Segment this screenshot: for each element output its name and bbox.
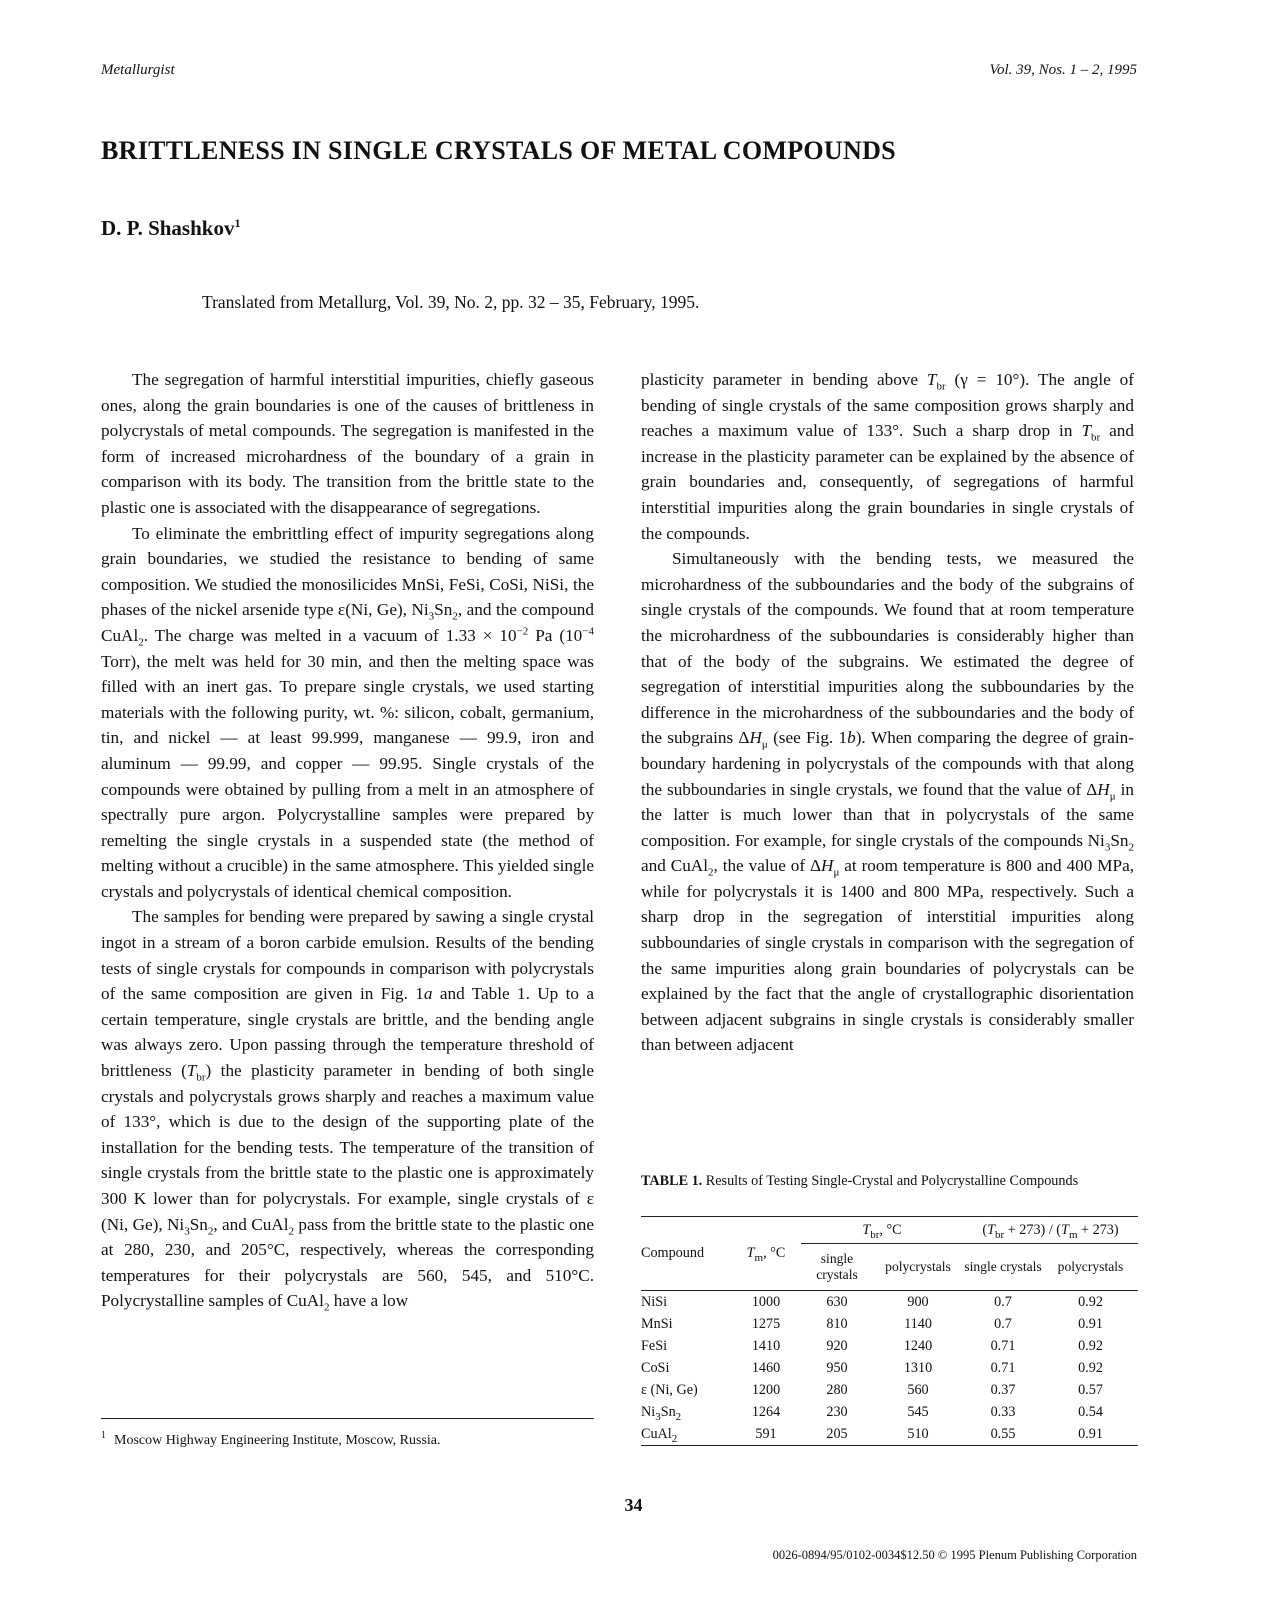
cell-tbr-poly: 560 — [907, 1381, 929, 1398]
table-row — [641, 1423, 1138, 1446]
table-caption-label: TABLE 1. — [641, 1173, 703, 1189]
cell-tbr-poly: 1140 — [904, 1315, 932, 1332]
cell-tbr-poly: 510 — [907, 1425, 929, 1442]
footnote-text: Moscow Highway Engineering Institute, Moscow, Russia. — [114, 1433, 441, 1448]
header-ratio-poly: polycrystals — [1057, 1259, 1124, 1274]
footnote-divider — [101, 1418, 594, 1419]
cell-tm: 1000 — [751, 1293, 781, 1310]
header-tbr-group: $T_{br}$, °C — [801, 1217, 963, 1244]
cell-ratio-poly: 0.92 — [1078, 1359, 1103, 1376]
body-column-left — [101, 367, 594, 1314]
cell-compound: FeSi — [641, 1337, 668, 1354]
cell-ratio-poly: 0.92 — [1078, 1337, 1103, 1354]
cell-ratio-single: 0.71 — [990, 1337, 1016, 1354]
cell-tm: 1275 — [751, 1315, 781, 1332]
cell-compound: NiSi — [641, 1293, 668, 1310]
volume-info: Vol. 39, Nos. 1 – 2, 1995 — [989, 62, 1137, 78]
cell-tbr-single: 810 — [826, 1315, 848, 1332]
cell-ratio-poly: 0.57 — [1078, 1381, 1103, 1398]
cell-ratio-single: 0.33 — [990, 1403, 1016, 1420]
header-compound: Compound — [641, 1217, 731, 1291]
cell-ratio-single: 0.55 — [990, 1425, 1016, 1442]
results-table — [641, 1216, 1138, 1446]
header-tbr-unit: , °C — [879, 1221, 902, 1238]
body-paragraph: The segregation of harmful interstitial impurities, chiefly gaseous ones, along the grain boundaries is one of the causes of brittleness in polycrystals of metal compounds. The segregation is manifested in the form of increased microhardness of the boundary of a grain in comparison with its body. The transition from the brittle state to the plastic one is associated with the disappearance of segregations. — [101, 370, 594, 517]
body-paragraph: To eliminate the embrittling effect of impurity segregations along grain boundaries, we studied the resistance to bending of same composition. We studied the monosilicides MnSi, FeSi, CoSi, NiSi, the phases of the nickel arsenide type ε(Ni, Ge), $Ni_3Sn_2$, and the compound CuAl$_2$. The charge was melted in a vacuum of $1.33 \times 10^{-2}$ Pa ($10^{-4}$ Torr), the melt was held for 30 min, and then the melting space was filled with an inert gas. To prepare single crystals, we used starting materials with the following purity, wt. %: silicon, cobalt, germanium, tin, and nickel — at least 99.999, manganese — 99.9, iron and aluminum — 99.99, and copper — 99.95. Single crystals of the compounds were obtained by pulling from a melt in an atmosphere of spectrally pure argon. Polycrystalline samples were prepared by remelting the single crystals in a suspended state (the method of melting without a crucible) in the same atmosphere. This yielded single crystals and polycrystals of identical chemical composition. — [101, 523, 594, 901]
cell-tm: 1264 — [751, 1403, 781, 1420]
cell-compound: ε (Ni, Ge) — [641, 1381, 698, 1398]
body-column-right — [641, 367, 1134, 1124]
cell-tbr-poly: 545 — [907, 1403, 929, 1420]
cell-ratio-single: 0.7 — [994, 1315, 1012, 1332]
article-title: BRITTLENESS IN SINGLE CRYSTALS OF METAL COMPOUNDS — [101, 136, 896, 165]
cell-ratio-poly: 0.54 — [1078, 1403, 1103, 1420]
cell-ratio-poly: 0.91 — [1078, 1425, 1103, 1442]
cell-ratio-single: 0.37 — [990, 1381, 1016, 1398]
table-row — [641, 1291, 1138, 1314]
cell-tbr-single: 230 — [826, 1403, 848, 1420]
cell-tm: 1460 — [751, 1359, 781, 1376]
cell-tbr-single: 205 — [826, 1425, 848, 1442]
cell-ratio-single: 0.71 — [990, 1359, 1016, 1376]
cell-tbr-single: 630 — [826, 1293, 848, 1310]
table-row — [641, 1313, 1138, 1335]
cell-tbr-poly: 1310 — [903, 1359, 933, 1376]
footnote — [101, 1432, 594, 1450]
translation-note: Translated from Metallurg, Vol. 39, No. 2, pp. 32 – 35, February, 1995. — [202, 292, 700, 312]
cell-tm: 1200 — [751, 1381, 781, 1398]
cell-tbr-poly: 1240 — [903, 1337, 933, 1354]
cell-ratio-single: 0.7 — [994, 1293, 1012, 1310]
cell-tbr-poly: 900 — [907, 1293, 929, 1310]
footnote-mark: 1 — [101, 1430, 106, 1442]
copyright-line: 0026-0894/95/0102-0034$12.50 © 1995 Plenum Publishing Corporation — [772, 1548, 1137, 1562]
cell-ratio-poly: 0.92 — [1078, 1293, 1103, 1310]
table-caption-text: Results of Testing Single-Crystal and Polycrystalline Compounds — [705, 1173, 1079, 1189]
cell-tbr-single: 280 — [826, 1381, 848, 1398]
cell-compound: CoSi — [641, 1359, 670, 1376]
journal-name: Metallurgist — [101, 62, 175, 78]
header-ratio-single: single crystals — [964, 1259, 1042, 1274]
cell-ratio-poly: 0.91 — [1078, 1315, 1103, 1332]
table-row — [641, 1379, 1138, 1401]
page-number: 34 — [624, 1495, 643, 1515]
author-name: D. P. Shashkov — [101, 216, 235, 240]
cell-tbr-single: 920 — [826, 1337, 848, 1354]
cell-tbr-single: 950 — [826, 1359, 848, 1376]
body-paragraph: plasticity parameter in bending above $T_{br}$ (γ = 10°). The angle of bending of single crystals of the same composition grows sharply and reaches a maximum value of 133°. Such a sharp drop in $T_{br}$ and increase in the plasticity parameter can be explained by the absence of grain boundaries and, consequently, of segregations of harmful interstitial impurities along the grain boundaries in single crystals of the compounds. — [641, 370, 1134, 543]
header-melting-unit: , °C — [763, 1245, 786, 1261]
cell-compound: CuAl$_2$ — [641, 1425, 678, 1445]
table-row — [641, 1335, 1138, 1357]
header-tbr-poly: polycrystals — [885, 1259, 951, 1274]
body-paragraph: Simultaneously with the bending tests, we measured the microhardness of the subboundaries and the body of the subgrains of single crystals of the compounds. We found that at room temperature the microhardness of the subboundaries is considerably higher than that of the body of the subgrains. We estimated the degree of segregation of interstitial impurities along the subboundaries by the difference in the microhardness of the subboundaries and the body of the subgrains $\Delta H_\mu$ (see Fig. 1b). When comparing the degree of grain-boundary hardening in polycrystals of the compounds with that along the subboundaries in single crystals, we found that the value of $\Delta H_\mu$ in the latter is much lower than that in polycrystals of the same composition. For example, for single crystals of the compounds $Ni_3Sn_2$ and CuAl$_2$, the value of $\Delta H_\mu$ at room temperature is 800 and 400 MPa, while for polycrystals it is 1400 and 800 MPa, respectively. Such a sharp drop in the segregation of interstitial impurities along subboundaries of single crystals in comparison with the segregation of the same impurities along grain boundaries of polycrystals can be explained by the fact that the angle of crystallographic disorientation between adjacent subgrains in single crystals is considerably smaller than between adjacent — [641, 549, 1134, 1055]
cell-tm: 591 — [755, 1425, 777, 1442]
cell-tm: 1410 — [751, 1337, 781, 1354]
author-line — [101, 216, 240, 241]
cell-compound: MnSi — [641, 1315, 673, 1332]
table-caption — [641, 1172, 1134, 1191]
header-tbr-single: single crystals — [816, 1251, 858, 1282]
author-footnote-mark: 1 — [234, 216, 241, 230]
table-row — [641, 1401, 1138, 1423]
body-paragraph: The samples for bending were prepared by sawing a single crystal ingot in a stream of a boron carbide emulsion. Results of the bending tests of single crystals for compounds in comparison with polycrystals of the same composition are given in Fig. 1a and Table 1. Up to a certain temperature, single crystals are brittle, and the bending angle was always zero. Upon passing through the temperature threshold of brittleness $(T_{br})$ the plasticity parameter in bending of both single crystals and polycrystals grows sharply and reaches a maximum value of 133°, which is due to the design of the supporting plate of the installation for the bending tests. The temperature of the transition of single crystals from the brittle state to the plastic one is approximately 300 K lower than for polycrystals. For example, single crystals of ε (Ni, Ge), $Ni_3Sn_2$, and CuAl$_2$ pass from the brittle state to the plastic one at 280, 230, and 205°C, respectively, whereas the corresponding temperatures for their polycrystals are 560, 545, and 510°C. Polycrystalline samples of CuAl$_2$ have a low — [101, 907, 594, 1314]
table-row — [641, 1357, 1138, 1379]
header-ratio-group: $(T_{br} + 273) / (T_m + 273)$ — [963, 1217, 1138, 1244]
cell-compound: $Ni_3Sn_2$ — [641, 1403, 682, 1423]
header-melting-temp: $T_m$, °C — [731, 1217, 801, 1291]
